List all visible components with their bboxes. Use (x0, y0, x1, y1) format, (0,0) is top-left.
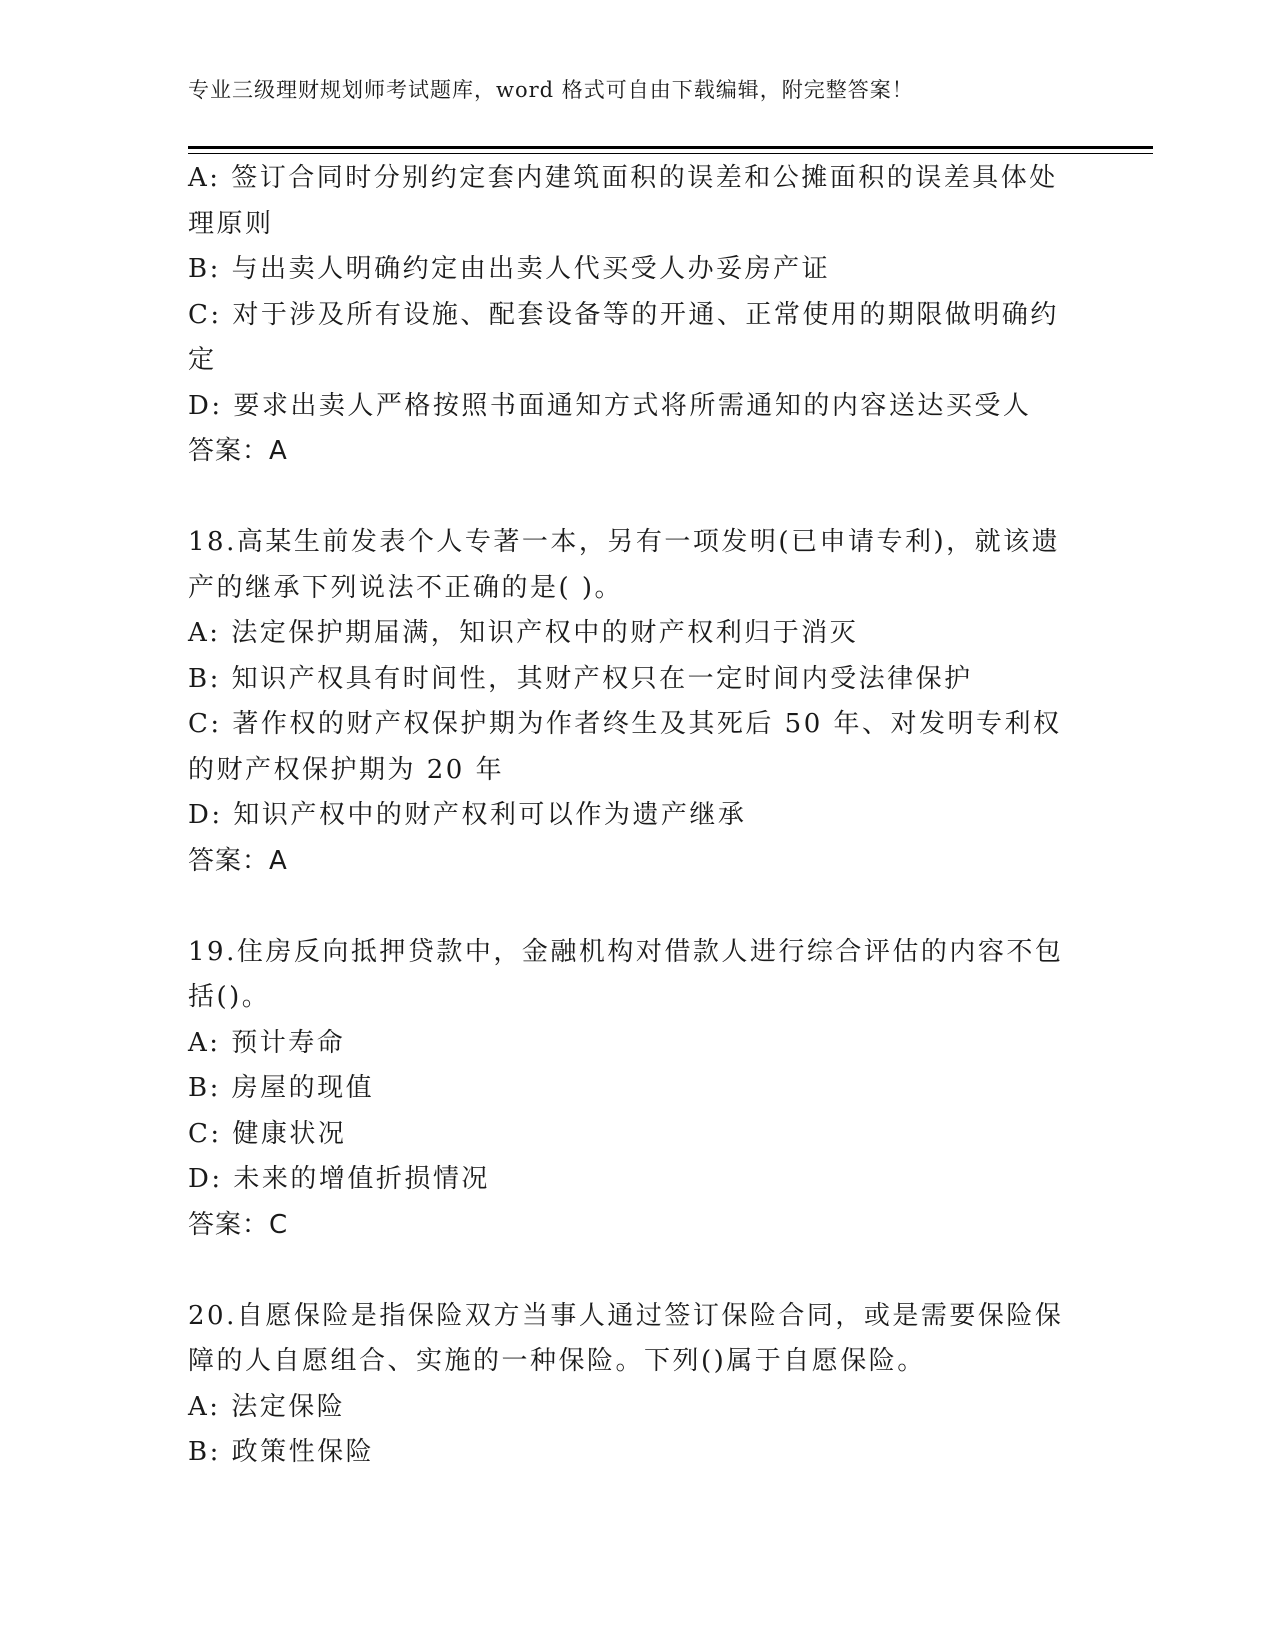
question-block-20 (188, 1294, 1078, 1476)
spacer (188, 1248, 1078, 1294)
answer: 答案：A (188, 436, 288, 466)
answer: 答案：C (188, 1209, 289, 1240)
header-rule-thick (188, 146, 1153, 149)
option-b: B: 与出卖人明确约定由出卖人代买受人办妥房产证 (188, 254, 831, 284)
question-block-17 (188, 156, 1078, 475)
option-c: C: 健康状况 (188, 1118, 347, 1149)
question-block-18 (188, 520, 1078, 884)
option-a-line-2: 理原则 (188, 208, 274, 239)
option-b: B: 知识产权具有时间性，其财产权只在一定时间内受法律保护 (188, 663, 973, 694)
option-a: A: 预计寿命 (188, 1027, 346, 1058)
option-a-line-1: A: 签订合同时分别约定套内建筑面积的误差和公摊面积的误差具体处 (188, 163, 1058, 193)
option-d: D: 未来的增值折损情况 (188, 1164, 490, 1194)
option-c-line-1: C: 著作权的财产权保护期为作者终生及其死后 50 年、对发明专利权 (188, 709, 1062, 739)
option-c-line-1: C: 对于涉及所有设施、配套设备等的开通、正常使用的期限做明确约 (188, 299, 1059, 330)
spacer (188, 475, 1078, 521)
option-c-line-2: 的财产权保护期为 20 年 (188, 754, 505, 785)
option-a: A: 法定保护期届满，知识产权中的财产权利归于消灭 (188, 618, 859, 648)
answer: 答案：A (188, 845, 288, 876)
page-header: 专业三级理财规划师考试题库，word 格式可自由下载编辑，附完整答案！ (188, 78, 914, 102)
header-rule-thin (188, 153, 1153, 154)
option-a: A: 法定保险 (188, 1391, 346, 1422)
option-b: B: 房屋的现值 (188, 1073, 375, 1103)
question-content (188, 156, 1078, 1476)
question-stem-line-1: 20.自愿保险是指保险双方当事人通过签订保险合同，或是需要保险保 (188, 1300, 1064, 1331)
question-block-19 (188, 930, 1078, 1249)
spacer (188, 884, 1078, 930)
option-b: B: 政策性保险 (188, 1437, 375, 1467)
question-stem-line-2: 障的人自愿组合、实施的一种保险。下列()属于自愿保险。 (188, 1346, 926, 1376)
question-stem-line-2: 括()。 (188, 982, 271, 1012)
question-stem-line-1: 18.高某生前发表个人专著一本，另有一项发明(已申请专利)，就该遗 (188, 527, 1061, 557)
option-d: D: 知识产权中的财产权利可以作为遗产继承 (188, 800, 747, 830)
question-stem-line-2: 产的继承下列说法不正确的是( )。 (188, 572, 624, 603)
question-stem-line-1: 19.住房反向抵押贷款中，金融机构对借款人进行综合评估的内容不包 (188, 936, 1064, 967)
option-c-line-2: 定 (188, 345, 217, 375)
option-d: D: 要求出卖人严格按照书面通知方式将所需通知的内容送达买受人 (188, 390, 1032, 421)
